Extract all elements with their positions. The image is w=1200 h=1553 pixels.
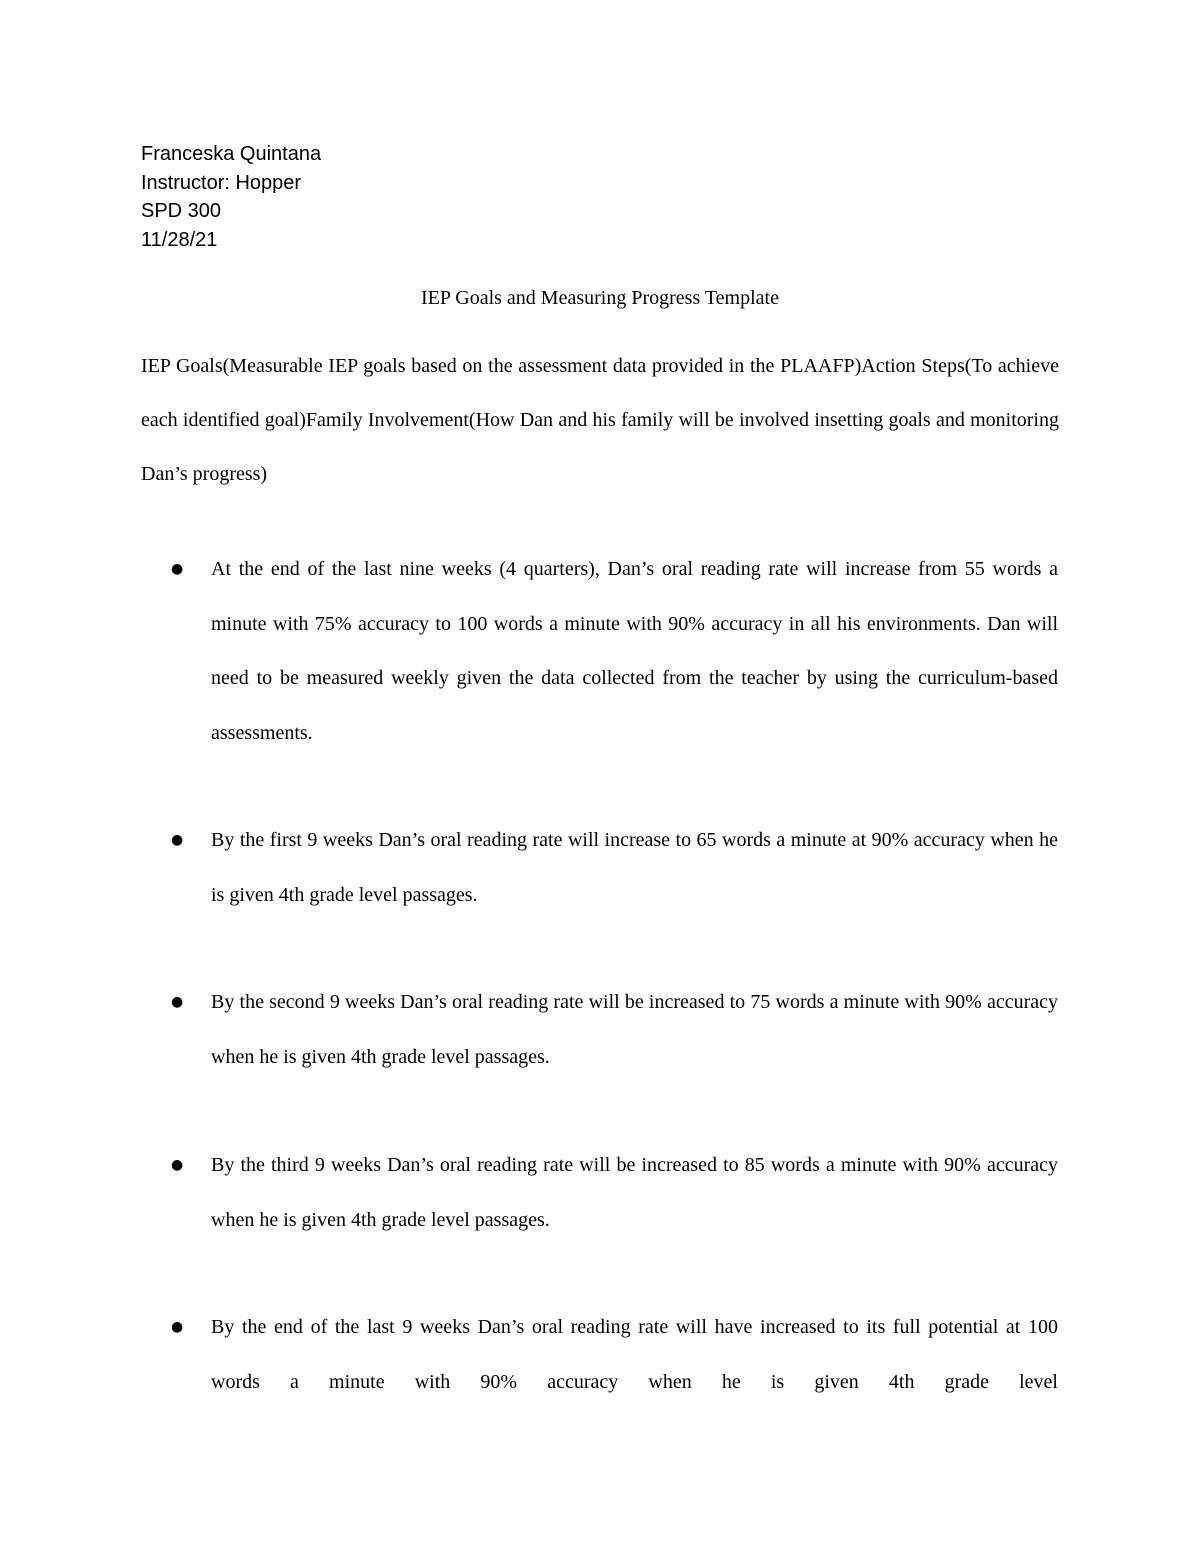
instructor-line: Instructor: Hopper [141,171,302,194]
goal-text: By the first 9 weeks Dan’s oral reading rate will increase to 65 words a minute at 90% accuracy when he is given 4th grade level passages. [211,829,1058,906]
list-item [171,542,1058,760]
list-item [171,1300,1058,1409]
list-item [171,813,1058,922]
course-code: SPD 300 [141,200,222,222]
bullet-icon: ● [171,561,184,577]
document-title: IEP Goals and Measuring Progress Template [421,287,779,309]
bullet-icon: ● [171,1319,184,1335]
list-item [171,975,1058,1084]
goal-text: At the end of the last nine weeks (4 quarters), Dan’s oral reading rate will increase from 55 words a minute with 75% accuracy to 100 words a minute with 90% accuracy in all his environments. Dan will need to be measured weekly given the data collected from the teacher by using the curriculum-based assessments. [211,558,1058,744]
bullet-icon: ● [171,832,184,848]
bullet-icon: ● [171,1157,184,1173]
goal-text: By the second 9 weeks Dan’s oral reading rate will be increased to 75 words a minute with 90% accuracy when he is given 4th grade level passages. [211,991,1058,1068]
goal-text: By the third 9 weeks Dan’s oral reading rate will be increased to 85 words a minute with 90% accuracy when he is given 4th grade level passages. [211,1154,1058,1231]
goal-text: By the end of the last 9 weeks Dan’s oral reading rate will have increased to its full potential at 100 words a minute with 90% accuracy when he is given 4th grade level [211,1316,1058,1393]
document-date: 11/28/21 [141,228,218,251]
intro-paragraph: IEP Goals(Measurable IEP goals based on the assessment data provided in the PLAAFP)Action Steps(To achieve each identified goal)Family Involvement(How Dan and his family will be involved insetting goals and monitoring Dan’s progress) [141,355,1059,485]
list-item [171,1138,1058,1247]
student-name: Franceska Quintana [141,143,322,165]
bullet-icon: ● [171,994,184,1010]
